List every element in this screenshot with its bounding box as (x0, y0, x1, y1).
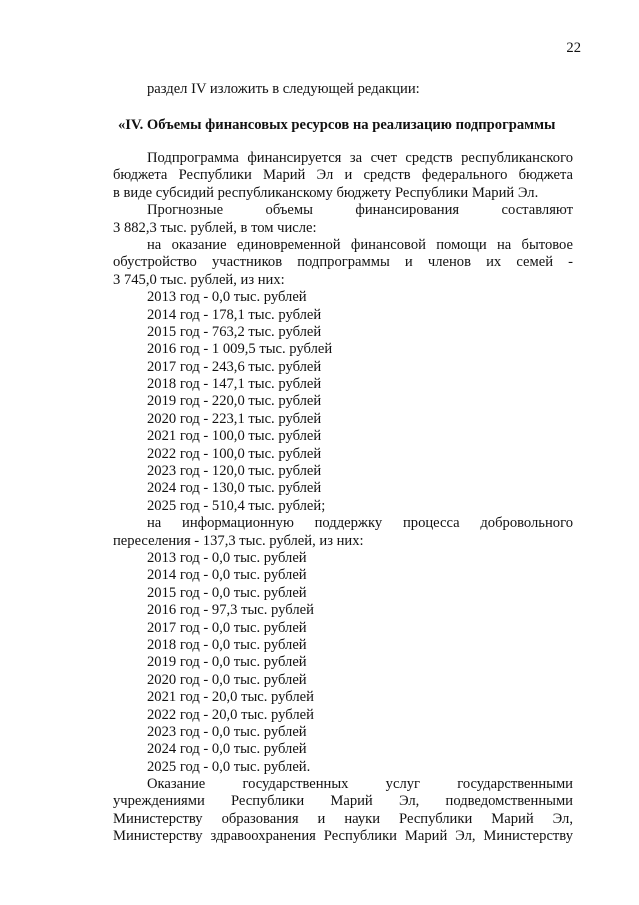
paragraph-state-services (113, 776, 573, 846)
year-item: 2018 год - 147,1 тыс. рублей (147, 376, 322, 393)
text-line: Оказание государственных услуг государственными (147, 776, 573, 793)
text-line: на информационную поддержку процесса добровольного (147, 515, 573, 532)
year-list (113, 550, 573, 776)
text-line: учреждениями Республики Марий Эл, подведомственными (113, 793, 573, 810)
text-line: Прогнозные объемы финансирования составляют (147, 202, 573, 219)
year-item: 2024 год - 0,0 тыс. рублей (147, 741, 307, 758)
year-item: 2016 год - 1 009,5 тыс. рублей (147, 341, 333, 358)
year-item: 2022 год - 100,0 тыс. рублей (147, 445, 322, 462)
year-item: 2022 год - 20,0 тыс. рублей (147, 706, 314, 723)
year-item: 2014 год - 178,1 тыс. рублей (147, 306, 322, 323)
text-line: 3 745,0 тыс. рублей, из них: (113, 271, 285, 288)
year-item: 2025 год - 510,4 тыс. рублей; (147, 497, 326, 514)
text-line: Министерству здравоохранения Республики Марий Эл, Министерству (113, 828, 573, 845)
year-item: 2017 год - 0,0 тыс. рублей (147, 619, 307, 636)
year-item: 2025 год - 0,0 тыс. рублей. (147, 758, 311, 775)
year-item: 2013 год - 0,0 тыс. рублей (147, 549, 307, 566)
year-item: 2013 год - 0,0 тыс. рублей (147, 289, 307, 306)
year-item: 2015 год - 0,0 тыс. рублей (147, 584, 307, 601)
year-item: 2023 год - 0,0 тыс. рублей (147, 723, 307, 740)
year-item: 2019 год - 220,0 тыс. рублей (147, 393, 322, 410)
year-item: 2016 год - 97,3 тыс. рублей (147, 602, 314, 619)
text-line: в виде субсидий республиканскому бюджету Республики Марий Эл. (113, 184, 539, 201)
text-line: Подпрограмма финансируется за счет средств республиканского (147, 150, 573, 166)
text-line: бюджета Республики Марий Эл и средств федерального бюджета (113, 167, 573, 184)
block-information-support (113, 515, 573, 776)
year-item: 2020 год - 0,0 тыс. рублей (147, 671, 307, 688)
text-line: Министерству образования и науки Республики Марий Эл, (113, 810, 573, 827)
year-item: 2021 год - 20,0 тыс. рублей (147, 689, 314, 706)
paragraph-forecast-total (113, 202, 573, 237)
year-item: 2015 год - 763,2 тыс. рублей (147, 323, 322, 340)
year-item: 2023 год - 120,0 тыс. рублей (147, 463, 322, 480)
year-item: 2021 год - 100,0 тыс. рублей (147, 428, 322, 445)
year-item: 2017 год - 243,6 тыс. рублей (147, 358, 322, 375)
year-item: 2014 год - 0,0 тыс. рублей (147, 567, 307, 584)
document-body (113, 80, 573, 846)
year-item: 2020 год - 223,1 тыс. рублей (147, 410, 322, 427)
text-line: 3 882,3 тыс. рублей, в том числе: (113, 219, 317, 236)
page-number: 22 (566, 40, 581, 56)
text-line: обустройство участников подпрограммы и членов их семей - (113, 254, 573, 271)
intro-line: раздел IV изложить в следующей редакции: (147, 81, 420, 97)
paragraph-financing-sources (113, 150, 573, 202)
text-line: переселения - 137,3 тыс. рублей, из них: (113, 532, 364, 549)
year-list (113, 289, 573, 515)
year-item: 2018 год - 0,0 тыс. рублей (147, 636, 307, 653)
year-item: 2019 год - 0,0 тыс. рублей (147, 654, 307, 671)
section-heading: «IV. Объемы финансовых ресурсов на реализацию подпрограммы (118, 117, 556, 133)
block-one-time-assistance (113, 237, 573, 515)
text-line: на оказание единовременной финансовой помощи на бытовое (147, 236, 573, 253)
year-item: 2024 год - 130,0 тыс. рублей (147, 480, 322, 497)
